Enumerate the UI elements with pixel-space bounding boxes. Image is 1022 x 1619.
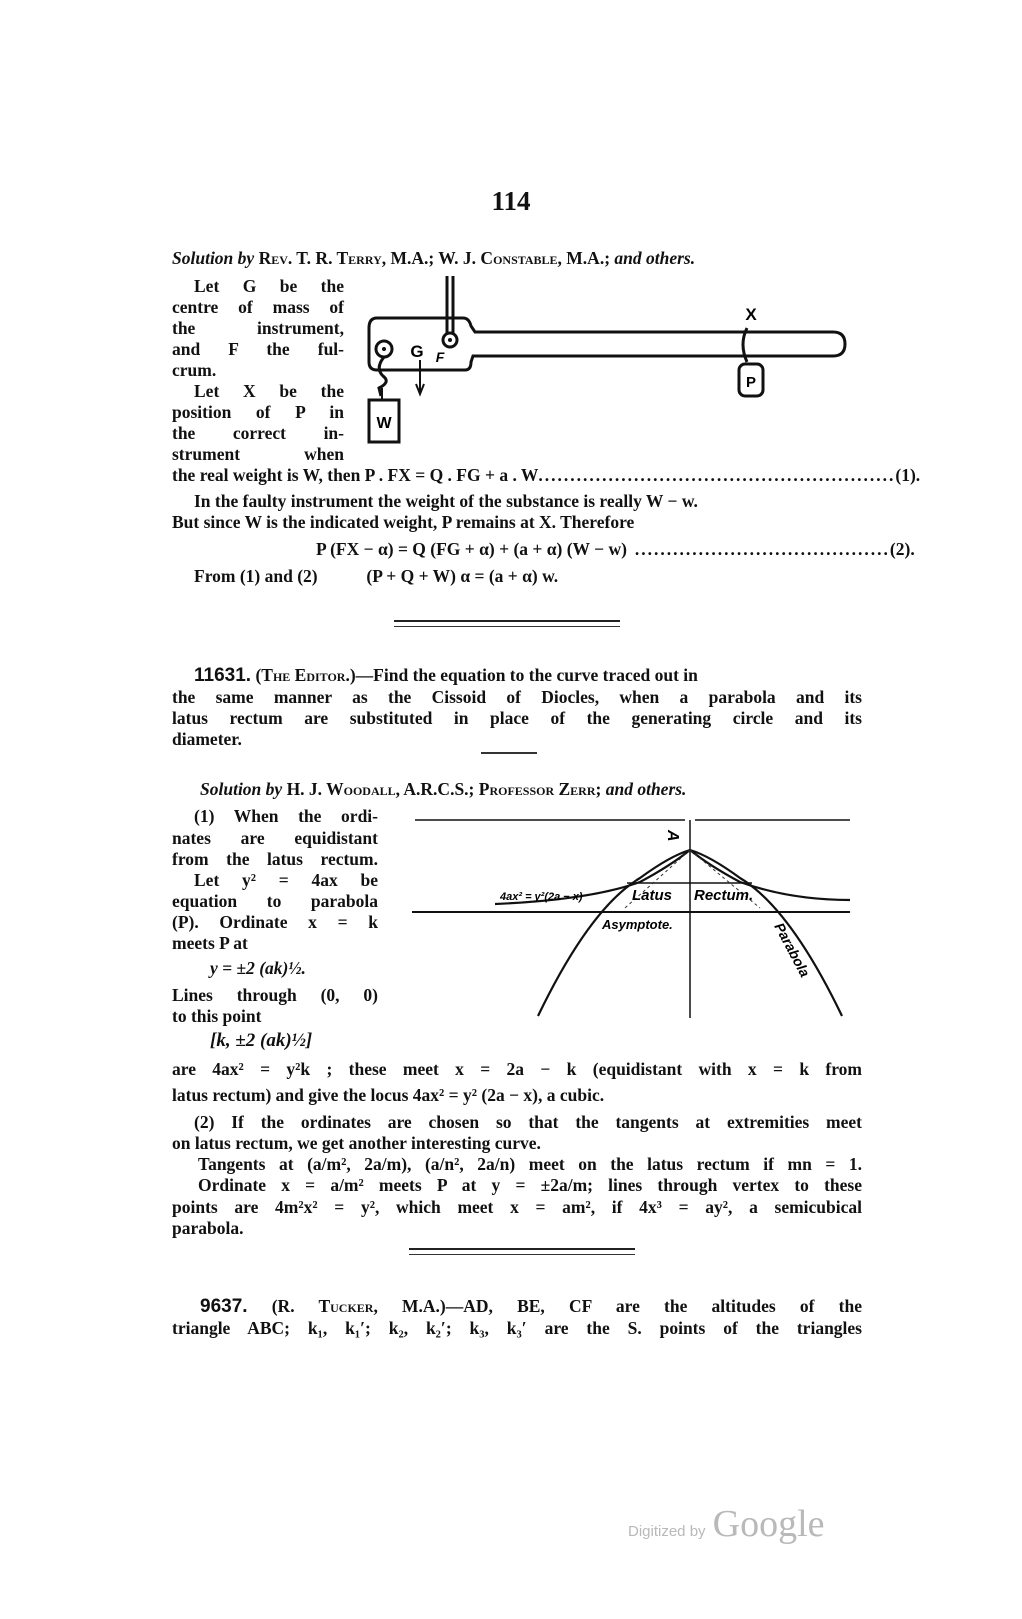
text-line: the same manner as the Cissoid of Diocles, when a parabola and its bbox=[172, 687, 862, 707]
label-cubic-equation: 4ax² = y²(2a − x) bbox=[500, 891, 583, 903]
byline-names: Rev. T. R. Terry, M.A.; W. J. Constable, M.A.; bbox=[258, 248, 611, 268]
text-line: latus rectum) and give the locus 4ax² = y² (2a − x), a cubic. bbox=[172, 1085, 605, 1105]
text-line: Ordinate x = a/m² meets P at y = ±2a/m; lines through vertex to these bbox=[198, 1175, 862, 1195]
text-line: centre of mass of bbox=[172, 297, 344, 317]
text-line: meets P at bbox=[172, 933, 248, 953]
dot-leader: ........................................ bbox=[634, 539, 890, 559]
text-line: Find the equation to the curve traced out in bbox=[373, 665, 698, 685]
label-f: F bbox=[435, 349, 445, 365]
equation-1: the real weight is W, then P . FX = Q . FG + a . W bbox=[172, 465, 539, 485]
text-line: Tangents at (a/m², 2a/m), (a/n², 2a/n) meet on the latus rectum if mn = 1. bbox=[198, 1154, 862, 1174]
text-line: Let y² = 4ax be bbox=[194, 870, 378, 890]
conclusion-equation: (P + Q + W) α = (a + α) w. bbox=[366, 566, 559, 586]
text-line: But since W is the indicated weight, P remains at X. Therefore bbox=[172, 512, 635, 532]
text-line: nates are equidistant bbox=[172, 828, 378, 848]
question-11631-header bbox=[172, 665, 862, 686]
text-line: equation to parabola bbox=[172, 891, 378, 911]
text-line: latus rectum are substituted in place of the generating circle and its bbox=[172, 708, 862, 728]
fulcrum-rod bbox=[443, 276, 457, 347]
text-line: In the faulty instrument the weight of the substance is really W − w. bbox=[194, 491, 698, 511]
label-vertex: A bbox=[664, 830, 681, 842]
steelyard-figure bbox=[355, 272, 855, 452]
label-w: W bbox=[376, 415, 392, 432]
text-line: and F the ful- bbox=[172, 339, 344, 359]
text-line: (1) When the ordi- bbox=[194, 806, 378, 826]
label-x: X bbox=[745, 305, 757, 324]
solution-byline-1 bbox=[172, 248, 862, 269]
watermark-prefix: Digitized by bbox=[628, 1523, 706, 1540]
text-line: the instrument, bbox=[172, 318, 344, 338]
equation-line: y = ±2 (ak)½. bbox=[210, 958, 306, 978]
solution-byline-2 bbox=[200, 779, 860, 800]
question-number: 11631. bbox=[194, 665, 252, 686]
text-line: Let G be the bbox=[194, 276, 344, 296]
section-divider bbox=[409, 1248, 635, 1250]
page-number: 114 bbox=[491, 186, 531, 216]
text-line: (P). Ordinate x = k bbox=[172, 912, 378, 932]
byline-prefix: Solution by bbox=[172, 248, 255, 268]
label-g: G bbox=[410, 342, 424, 361]
conclusion-prefix: From (1) and (2) bbox=[194, 566, 318, 586]
text-line: on latus rectum, we get another interesting curve. bbox=[172, 1133, 541, 1153]
question-9637-header bbox=[172, 1296, 862, 1317]
question-author: (The Editor.)— bbox=[255, 665, 374, 685]
byline-prefix: Solution by bbox=[200, 779, 283, 799]
fulcrum-pivot bbox=[448, 338, 452, 342]
text-line: points are 4m²x² = y², which meet x = am², if 4x³ = ay², a semicubical bbox=[172, 1197, 862, 1217]
label-latus: Latus bbox=[632, 887, 673, 904]
byline-names: H. J. Woodall, A.R.C.S.; Professor Zerr; bbox=[286, 779, 602, 799]
equation-2: P (FX − α) = Q (FG + α) + (a + α) (W − w) bbox=[316, 539, 627, 559]
label-asymptote: Asymptote. bbox=[602, 917, 673, 932]
text-line: are 4ax² = y²k ; these meet x = 2a − k (equidistant with x = k from bbox=[172, 1059, 862, 1079]
equation-1-line bbox=[172, 465, 921, 486]
digitized-watermark bbox=[628, 1502, 825, 1546]
text-line: from the latus rectum. bbox=[172, 849, 378, 869]
text-line: the correct in- bbox=[172, 423, 344, 443]
text-line: triangle ABC; k₁, k₁′; k₂, k₂′; k₃, k₃′ are the S. points of the triangles bbox=[172, 1318, 862, 1338]
text-line: Lines through (0, 0) bbox=[172, 985, 378, 1005]
section-divider bbox=[409, 1254, 635, 1255]
dot-leader: ........................................................ bbox=[538, 465, 896, 485]
byline-suffix: and others. bbox=[605, 779, 687, 799]
text-line: Let X be the bbox=[194, 381, 344, 401]
label-parabola: Parabola bbox=[771, 919, 814, 980]
sliding-ring bbox=[743, 328, 747, 362]
text-line: crum. bbox=[172, 360, 217, 380]
text-line: AD, BE, CF are the altitudes of the bbox=[463, 1296, 862, 1316]
section-divider bbox=[394, 626, 620, 627]
equation-line: [k, ±2 (ak)½] bbox=[210, 1030, 313, 1051]
label-rectum: Rectum. bbox=[694, 887, 754, 904]
text-line: strument when bbox=[172, 444, 344, 464]
equation-1-tag: (1). bbox=[895, 465, 921, 485]
text-line: position of P in bbox=[172, 402, 344, 422]
text-line: (2) If the ordinates are chosen so that the tangents at extremities meet bbox=[194, 1112, 862, 1132]
equation-2-line bbox=[316, 539, 915, 560]
short-divider bbox=[481, 752, 537, 754]
text-line: parabola. bbox=[172, 1218, 244, 1238]
equation-2-tag: (2). bbox=[889, 539, 915, 559]
text-line: diameter. bbox=[172, 729, 242, 749]
byline-suffix: and others. bbox=[614, 248, 696, 268]
section-divider bbox=[394, 620, 620, 622]
question-number: 9637. bbox=[200, 1296, 248, 1317]
label-p: P bbox=[745, 374, 757, 391]
question-author: (R. Tucker, M.A.)— bbox=[271, 1296, 464, 1316]
text-line: to this point bbox=[172, 1006, 262, 1026]
cubic-parabola-figure bbox=[410, 808, 860, 1023]
conclusion-line bbox=[172, 566, 884, 587]
google-logo: Google bbox=[712, 1503, 825, 1545]
